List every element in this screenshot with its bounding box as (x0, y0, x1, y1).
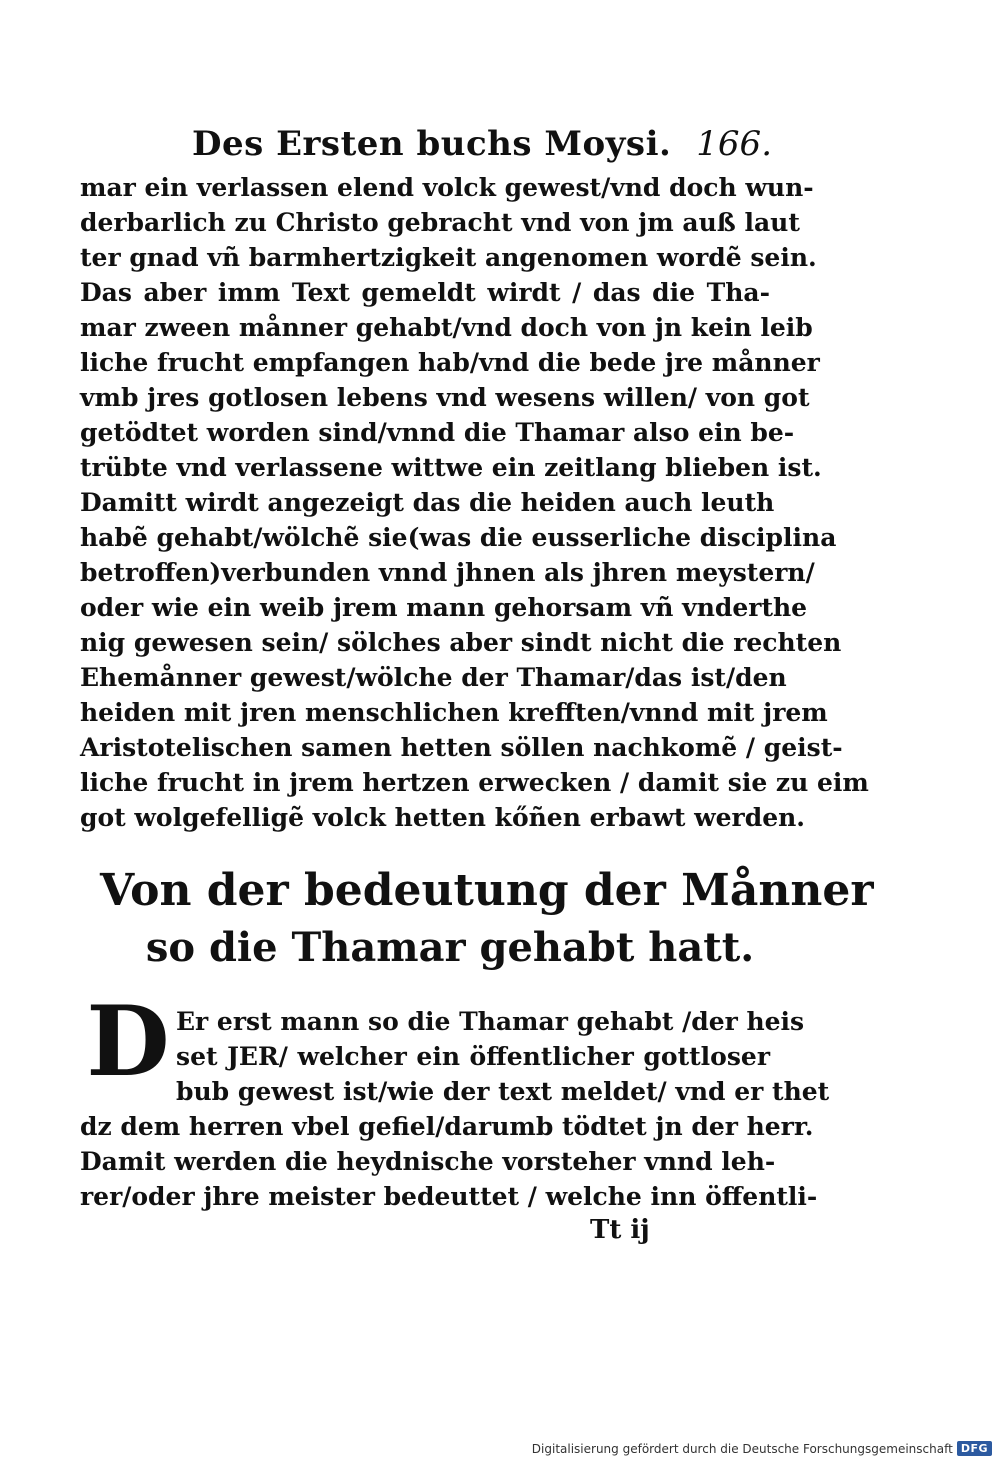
text-line: Ehemånner gewest/wölche der Thamar/das ist/den (80, 663, 787, 692)
section-subheading: so die Thamar gehabt hatt. (145, 924, 755, 971)
text-line: derbarlich zu Christo gebracht vnd von jm auß laut (80, 208, 800, 237)
text-line: dz dem herren vbel gefiel/darumb tödtet jn der herr. (80, 1112, 814, 1141)
text-line: Er erst mann so die Thamar gehabt /der heis (176, 1007, 805, 1036)
section-heading: Von der bedeutung der Månner (100, 865, 874, 916)
text-line: mar ein verlassen elend volck gewest/vnd doch wun- (80, 173, 814, 202)
text-line: liche frucht in jrem hertzen erwecken / damit sie zu eim (80, 768, 869, 797)
text-line: Damit werden die heydnische vorsteher vnnd leh- (80, 1147, 776, 1176)
text-line: got wolgefelligẽ volck hetten kőñen erbawt werden. (80, 803, 805, 832)
text-line: vmb jres gotlosen lebens vnd wesens willen/ von got (80, 383, 810, 412)
text-line: liche frucht empfangen hab/vnd die bede jre månner (80, 348, 820, 377)
text-line: betroffen)verbunden vnnd jhnen als jhren meystern/ (80, 558, 815, 587)
text-line: rer/oder jhre meister bedeuttet / welche inn öffentli- (80, 1182, 818, 1211)
text-line: set JER/ welcher ein öffentlicher gottloser (176, 1042, 770, 1071)
text-line: getödtet worden sind/vnnd die Thamar also ein be- (80, 418, 795, 447)
text-line: ter gnad vñ barmhertzigkeit angenomen wordẽ sein. (80, 243, 817, 272)
text-line: Das aber imm Text gemeldt wirdt / das die Tha- (80, 278, 770, 307)
credit-text: Digitalisierung gefördert durch die Deutsche Forschungsgemeinschaft (531, 1441, 953, 1456)
dfg-logo: DFG (957, 1441, 992, 1456)
text-line: Damitt wirdt angezeigt das die heiden auch leuth (80, 488, 775, 517)
text-line: oder wie ein weib jrem mann gehorsam vñ vnderthe (80, 593, 808, 622)
running-head (182, 116, 772, 172)
text-block-beside-initial (176, 1004, 830, 1109)
text-line: trübte vnd verlassene wittwe ein zeitlang blieben ist. (80, 453, 822, 482)
text-block-bottom (80, 1109, 818, 1214)
text-line: nig gewesen sein/ sölches aber sindt nicht die rechten (80, 628, 842, 657)
text-line: bub gewest ist/wie der text meldet/ vnd er thet (176, 1077, 830, 1106)
text-line: Aristotelischen samen hetten söllen nachkomẽ / geist- (80, 733, 843, 762)
catchword-signature: Tt ij (590, 1215, 650, 1245)
digitization-credit (532, 1441, 992, 1456)
text-block-top (80, 170, 869, 835)
running-title: Des Ersten buchs Moysi. (192, 124, 672, 164)
text-line: heiden mit jren menschlichen krefften/vnnd mit jrem (80, 698, 828, 727)
text-line: mar zween månner gehabt/vnd doch von jn kein leib (80, 313, 813, 342)
decorated-initial: D (86, 985, 170, 1098)
text-line: habẽ gehabt/wölchẽ sie(was die eusserliche disciplina (80, 523, 837, 552)
page-number: 166. (696, 124, 772, 164)
